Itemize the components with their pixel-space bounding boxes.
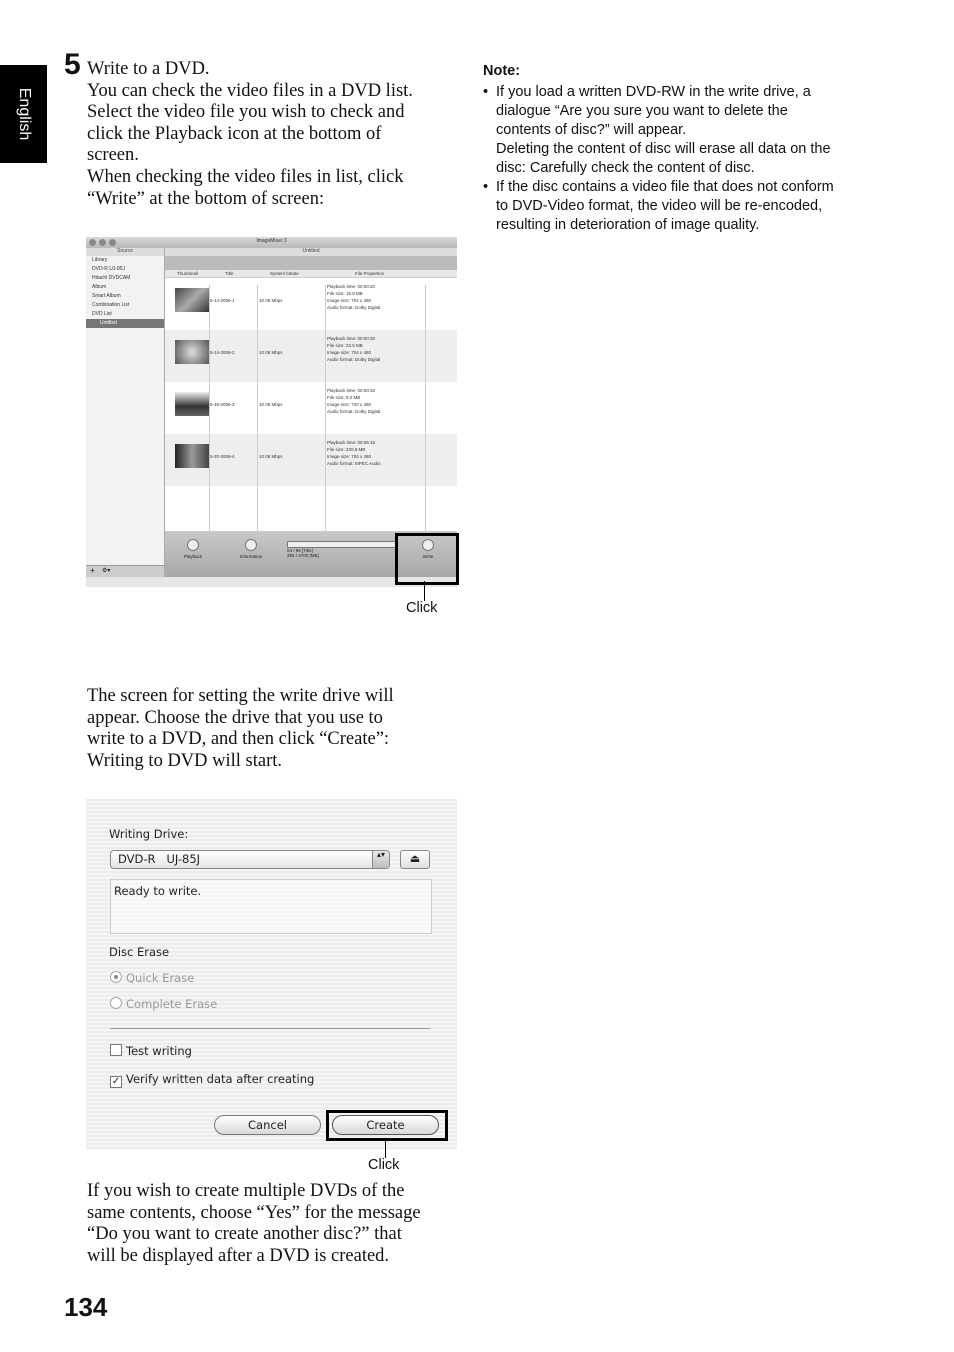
source-sidebar xyxy=(86,248,165,577)
window-title: ImageMixer 3 xyxy=(256,238,287,244)
source-item-smart-album[interactable]: Smart Album xyxy=(92,293,121,299)
video-thumbnail xyxy=(175,392,209,416)
click-callout: Click xyxy=(368,1157,400,1173)
write-highlight-box xyxy=(395,533,459,585)
source-item-library[interactable]: Library xyxy=(92,257,108,263)
step-text: Write to a DVD. You can check the video files in a DVD list. Select the video file you wish to check and click the Playback icon at the bottom of screen. When checking the video files in list, click “Write” at the bottom of screen: xyxy=(87,59,413,209)
multiple-dvd-text: If you wish to create multiple DVDs of the same contents, choose “Yes” for the message “Do you want to create another disc?” that will be displayed after a DVD is created. xyxy=(87,1181,421,1266)
status-box: Ready to write. xyxy=(110,879,432,934)
create-button[interactable]: Create xyxy=(332,1115,439,1135)
step-number: 5 xyxy=(64,48,81,81)
column-header[interactable]: System bitrate xyxy=(270,271,299,276)
column-headers xyxy=(165,270,457,278)
write-drive-text: The screen for setting the write drive will appear. Choose the drive that you use to write to a DVD, and then click “Create”: Writing to DVD will start. xyxy=(87,686,394,771)
column-header[interactable]: Title xyxy=(225,271,234,276)
note-box xyxy=(483,62,883,235)
video-thumbnail xyxy=(175,288,209,312)
source-item-dvd-drive[interactable]: DVD-R UJ-85J xyxy=(92,266,126,272)
quick-erase-radio[interactable]: Quick Erase xyxy=(110,971,194,985)
test-writing-checkbox[interactable]: Test writing xyxy=(110,1044,192,1058)
checkbox-box xyxy=(110,1044,122,1056)
column-header[interactable]: Thumbnail xyxy=(177,271,199,276)
create-highlight-box xyxy=(326,1110,448,1141)
source-item-album[interactable]: Album xyxy=(92,284,107,290)
checkmark-icon: ✓ xyxy=(111,1076,121,1087)
language-tab xyxy=(0,65,47,163)
eject-button[interactable] xyxy=(400,850,430,869)
writing-drive-select[interactable]: DVD-R UJ-85J ▴▾ xyxy=(110,850,390,869)
eject-icon: ⏏ xyxy=(409,852,421,865)
writing-drive-label: Writing Drive: xyxy=(109,827,189,841)
click-callout: Click xyxy=(406,600,438,616)
divider xyxy=(110,1028,430,1029)
cancel-button[interactable]: Cancel xyxy=(214,1115,321,1135)
language-tab-label: English xyxy=(15,87,33,141)
write-dialog xyxy=(86,799,457,1150)
information-icon xyxy=(245,539,257,551)
column-header[interactable]: File Properties xyxy=(355,271,385,276)
write-button[interactable]: Write xyxy=(408,539,448,559)
page-number: 134 xyxy=(64,1292,108,1322)
table-row[interactable]: 5-20-2006-4 10.08 Mbps Playback time: 00:06:16 File size: 220.6 MB Image size: 704 x 480 Audio format: MPEC Audio xyxy=(165,434,457,486)
verify-checkbox[interactable]: ✓ Verify written data after creating xyxy=(111,1072,315,1087)
complete-erase-radio[interactable]: Complete Erase xyxy=(110,997,217,1011)
source-item-dvd-list[interactable]: DVD List xyxy=(92,311,112,317)
table-row[interactable]: 5-14-2006-1 10.08 Mbps Playback time: 00:00:20 File size: 15.8 MB Image size: 704 x 480 Audio format: Dolby Digital xyxy=(165,278,457,330)
information-button[interactable]: Information xyxy=(231,539,271,559)
sidebar-footer xyxy=(86,565,164,577)
radio-indicator xyxy=(110,997,122,1009)
capacity-bar xyxy=(287,541,397,548)
source-item-combination-list[interactable]: Combination List xyxy=(92,302,130,308)
radio-indicator xyxy=(110,971,122,983)
playback-icon xyxy=(187,539,199,551)
note-item: • If you load a written DVD-RW in the write drive, a dialogue “Are you sure you want to delete the contents of disc?” will appear. Deleting the content of disc will erase all data on the disc: Carefully check the content of disc. xyxy=(483,84,831,176)
video-thumbnail xyxy=(175,444,209,468)
select-arrows-icon: ▴▾ xyxy=(372,851,389,868)
dvd-list-panel xyxy=(165,248,457,531)
source-item-untitled[interactable]: Untitled xyxy=(86,319,164,328)
disc-erase-label: Disc Erase xyxy=(109,945,170,959)
add-button[interactable]: + xyxy=(90,566,95,575)
source-item-camera[interactable]: Hitachi DVDCAM xyxy=(92,275,131,281)
table-row[interactable]: 5-18-2006-3 10.08 Mbps Playback time: 00:00:33 File size: 9.2 MB Image size: 720 x 480 Audio format: Dolby Digital xyxy=(165,382,457,434)
video-thumbnail xyxy=(175,340,209,364)
note-item: • If the disc contains a video file that does not conform to DVD-Video format, the video will be re-encoded, resulting in deterioration of image quality. xyxy=(483,179,834,233)
action-menu-button[interactable]: ⚙▾ xyxy=(102,568,111,574)
note-heading: Note: xyxy=(483,63,521,79)
window-titlebar xyxy=(86,237,457,248)
capacity-meter: 04 / 99 [Title] 394 / 4700 [MB] xyxy=(287,537,397,571)
source-header: Source xyxy=(86,248,164,256)
list-title: Untitled xyxy=(165,248,457,256)
playback-button[interactable]: Playback xyxy=(173,539,213,559)
table-row[interactable]: 5-14-2006-2 10.08 Mbps Playback time: 00:00:30 File size: 23.5 MB Image size: 704 x 480 Audio format: Dolby Digital xyxy=(165,330,457,382)
